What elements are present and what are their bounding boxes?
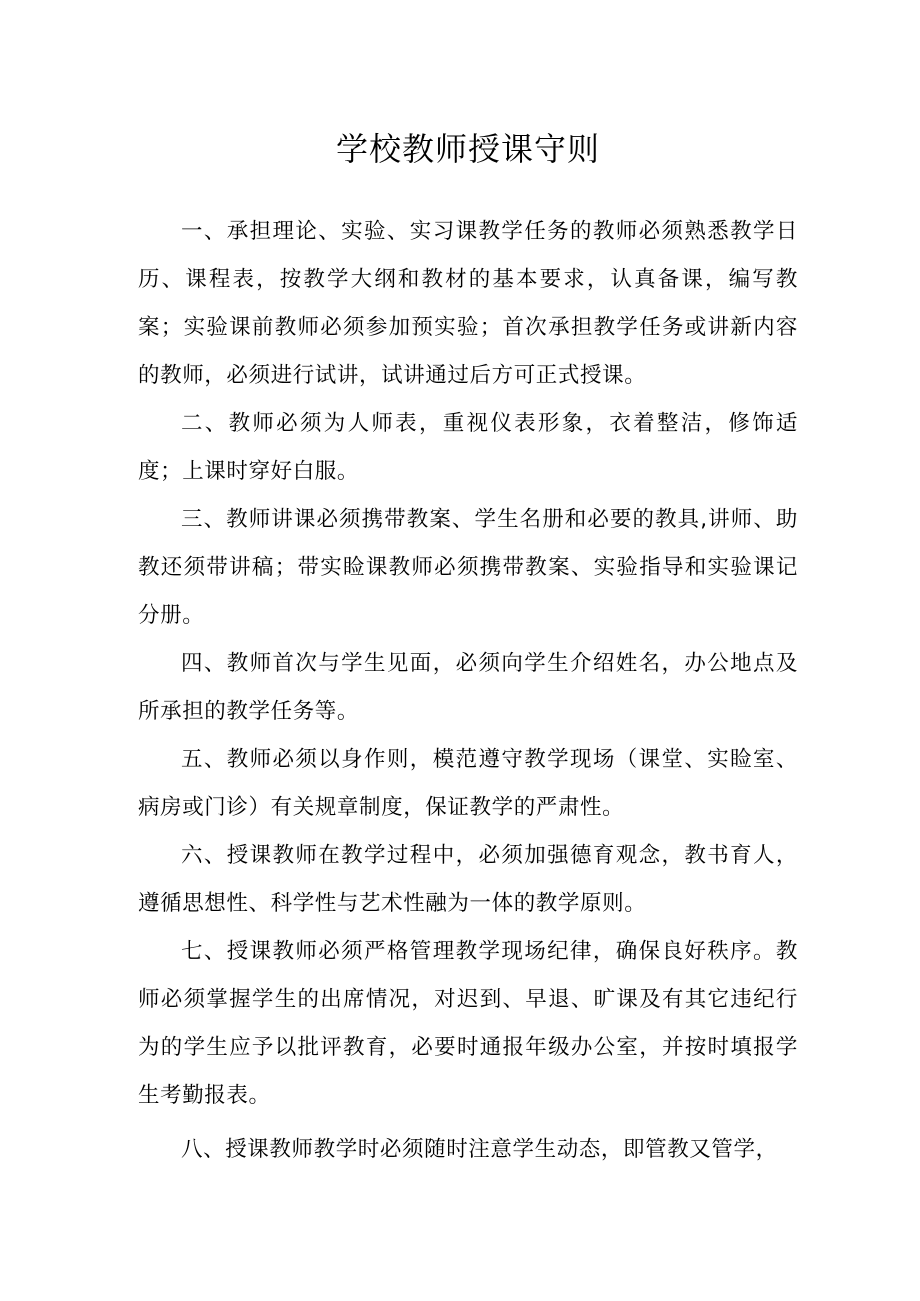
document-title: 学校教师授课守则 bbox=[335, 130, 600, 168]
document-body bbox=[138, 208, 798, 1174]
rule-paragraph-5: 五、教师必须以身作则，模范遵守教学现场（课堂、实睑室、病房或门诊）有关规章制度，保证教学的严肃性。 bbox=[138, 747, 798, 820]
rule-paragraph-6: 六、授课教师在教学过程中，必须加强德育观念，教书育人，遵循思想性、科学性与艺术性融为一体的教学原则。 bbox=[138, 843, 798, 916]
rule-paragraph-3: 三、教师讲课必须携带教案、学生名册和必要的教具,讲师、助教还须带讲稿；带实睑课教师必须携带教案、实验指导和实验课记分册。 bbox=[138, 507, 798, 628]
rule-paragraph-8: 八、授课教师教学时必须随时注意学生动态，即管教又管学， bbox=[181, 1137, 778, 1162]
rule-paragraph-2: 二、教师必须为人师表，重视仪表形象，衣着整洁，修饰适度；上课时穿好白服。 bbox=[138, 411, 798, 484]
rule-paragraph-4: 四、教师首次与学生见面，必须向学生介绍姓名，办公地点及所承担的教学任务等。 bbox=[138, 651, 798, 724]
rule-paragraph-7: 七、授课教师必须严格管理教学现场纪律，确保良好秩序。教师必须掌握学生的出席情况，对迟到、早退、旷课及有其它违纪行为的学生应予以批评教育，必要时通报年级办公室，并按时填报学生考勤报表。 bbox=[138, 939, 798, 1108]
rule-paragraph-1: 一、承担理论、实验、实习课教学任务的教师必须熟悉教学日历、课程表，按教学大纲和教材的基本要求，认真备课，编写教案；实验课前教师必须参加预实验；首次承担教学任务或讲新内容的教师，必须进行试讲，试讲通过后方可正式授课。 bbox=[138, 219, 798, 388]
